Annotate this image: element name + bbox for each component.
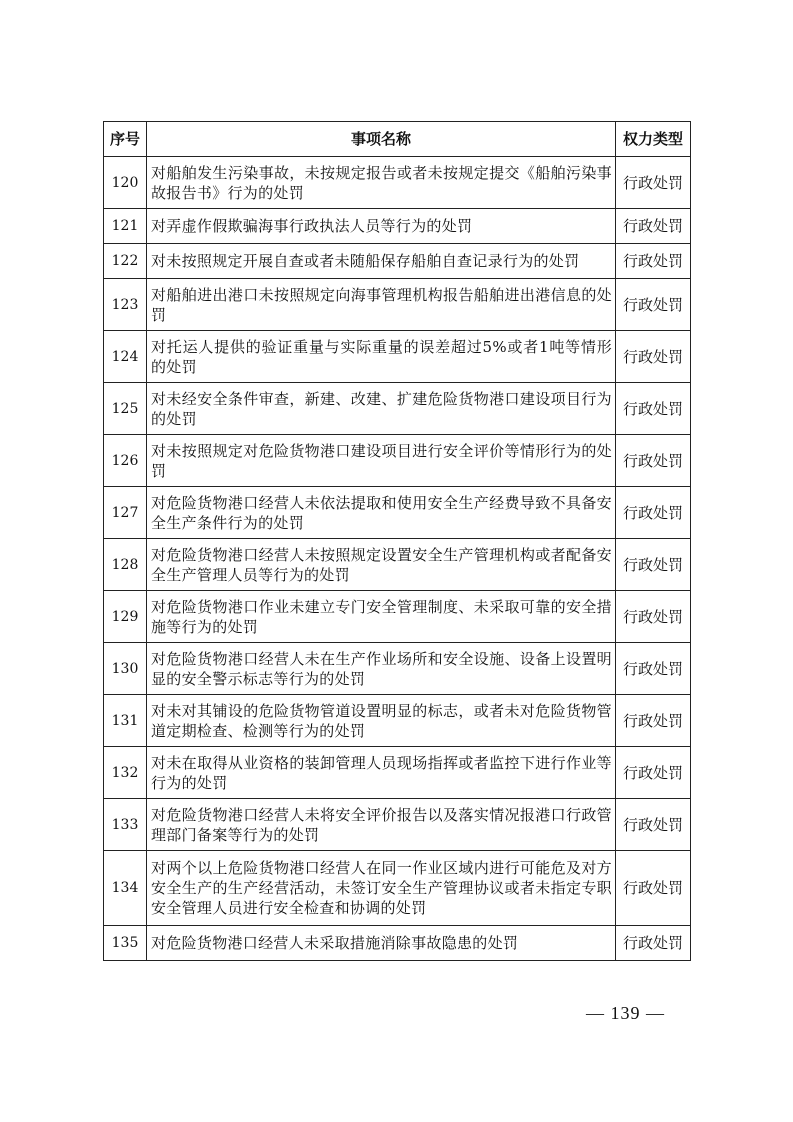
table-row	[104, 209, 691, 244]
table-row	[104, 244, 691, 279]
row-power-type: 行政处罚	[616, 851, 691, 926]
table-row	[104, 331, 691, 383]
row-serial: 133	[104, 799, 147, 851]
table-row	[104, 643, 691, 695]
row-power-type: 行政处罚	[616, 643, 691, 695]
row-item-name: 对未经安全条件审查，新建、改建、扩建危险货物港口建设项目行为的处罚	[147, 383, 616, 435]
row-power-type: 行政处罚	[616, 539, 691, 591]
row-item-name: 对未按照规定开展自查或者未随船保存船舶自查记录行为的处罚	[147, 244, 616, 279]
row-power-type: 行政处罚	[616, 747, 691, 799]
table-row	[104, 851, 691, 926]
row-serial: 132	[104, 747, 147, 799]
row-item-name: 对危险货物港口作业未建立专门安全管理制度、未采取可靠的安全措施等行为的处罚	[147, 591, 616, 643]
table-row	[104, 383, 691, 435]
row-power-type: 行政处罚	[616, 331, 691, 383]
row-power-type: 行政处罚	[616, 244, 691, 279]
row-serial: 125	[104, 383, 147, 435]
table-row	[104, 747, 691, 799]
table-row	[104, 487, 691, 539]
row-serial: 126	[104, 435, 147, 487]
row-item-name: 对危险货物港口经营人未按照规定设置安全生产管理机构或者配备安全生产管理人员等行为的处罚	[147, 539, 616, 591]
row-item-name: 对未在取得从业资格的装卸管理人员现场指挥或者监控下进行作业等行为的处罚	[147, 747, 616, 799]
row-item-name: 对危险货物港口经营人未采取措施消除事故隐患的处罚	[147, 926, 616, 961]
row-serial: 123	[104, 279, 147, 331]
row-power-type: 行政处罚	[616, 591, 691, 643]
table-row	[104, 695, 691, 747]
page-number: — 139 —	[586, 1003, 665, 1023]
row-item-name: 对船舶发生污染事故，未按规定报告或者未按规定提交《船舶污染事故报告书》行为的处罚	[147, 157, 616, 209]
row-serial: 121	[104, 209, 147, 244]
table-row	[104, 435, 691, 487]
row-item-name: 对危险货物港口经营人未依法提取和使用安全生产经费导致不具备安全生产条件行为的处罚	[147, 487, 616, 539]
table-row	[104, 539, 691, 591]
row-item-name: 对船舶进出港口未按照规定向海事管理机构报告船舶进出港信息的处罚	[147, 279, 616, 331]
row-serial: 135	[104, 926, 147, 961]
table-row	[104, 799, 691, 851]
table-row	[104, 926, 691, 961]
row-serial: 124	[104, 331, 147, 383]
row-serial: 127	[104, 487, 147, 539]
header-serial: 序号	[104, 122, 147, 157]
row-serial: 134	[104, 851, 147, 926]
table-row	[104, 279, 691, 331]
row-item-name: 对危险货物港口经营人未在生产作业场所和安全设施、设备上设置明显的安全警示标志等行为的处罚	[147, 643, 616, 695]
row-serial: 131	[104, 695, 147, 747]
row-serial: 129	[104, 591, 147, 643]
power-list-table	[103, 121, 691, 961]
header-item-name: 事项名称	[147, 122, 616, 157]
table-row	[104, 591, 691, 643]
row-item-name: 对危险货物港口经营人未将安全评价报告以及落实情况报港口行政管理部门备案等行为的处罚	[147, 799, 616, 851]
table-row	[104, 157, 691, 209]
row-item-name: 对两个以上危险货物港口经营人在同一作业区域内进行可能危及对方安全生产的生产经营活动，未签订安全生产管理协议或者未指定专职安全管理人员进行安全检查和协调的处罚	[147, 851, 616, 926]
header-power-type: 权力类型	[616, 122, 691, 157]
row-power-type: 行政处罚	[616, 209, 691, 244]
row-power-type: 行政处罚	[616, 799, 691, 851]
row-item-name: 对未对其铺设的危险货物管道设置明显的标志，或者未对危险货物管道定期检查、检测等行为的处罚	[147, 695, 616, 747]
row-power-type: 行政处罚	[616, 279, 691, 331]
row-serial: 130	[104, 643, 147, 695]
row-item-name: 对托运人提供的验证重量与实际重量的误差超过5%或者1吨等情形的处罚	[147, 331, 616, 383]
row-power-type: 行政处罚	[616, 926, 691, 961]
row-power-type: 行政处罚	[616, 383, 691, 435]
row-power-type: 行政处罚	[616, 487, 691, 539]
row-serial: 120	[104, 157, 147, 209]
row-power-type: 行政处罚	[616, 435, 691, 487]
row-item-name: 对未按照规定对危险货物港口建设项目进行安全评价等情形行为的处罚	[147, 435, 616, 487]
row-serial: 122	[104, 244, 147, 279]
table-header-row	[104, 122, 691, 157]
row-item-name: 对弄虚作假欺骗海事行政执法人员等行为的处罚	[147, 209, 616, 244]
row-serial: 128	[104, 539, 147, 591]
row-power-type: 行政处罚	[616, 157, 691, 209]
row-power-type: 行政处罚	[616, 695, 691, 747]
